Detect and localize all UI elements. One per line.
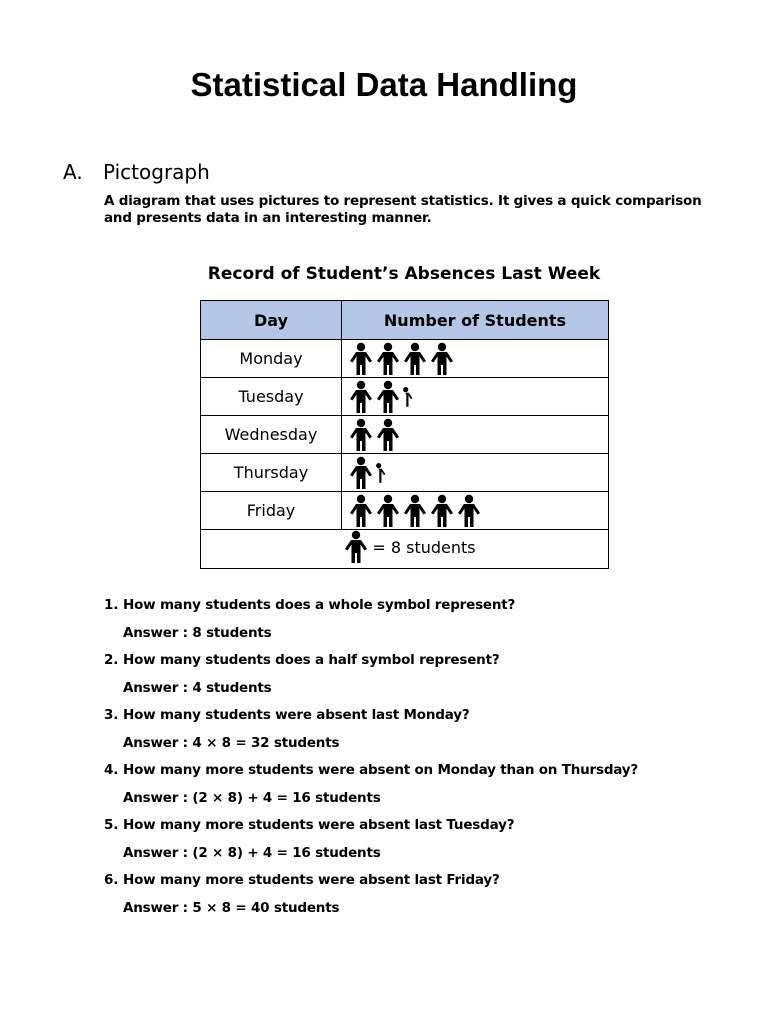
symbols-cell: [342, 378, 609, 416]
question-item: [104, 707, 724, 735]
page-title: Statistical Data Handling: [190, 66, 578, 103]
person-icon: [429, 494, 455, 528]
column-header-day: Day: [201, 301, 342, 340]
question-number: 3.: [104, 707, 119, 723]
answer-text: Answer : 8 students: [123, 624, 272, 641]
section-title: Pictograph: [103, 160, 210, 184]
symbols-cell: [342, 454, 609, 492]
person-icon: [402, 342, 428, 376]
column-header-number: Number of Students: [342, 301, 609, 340]
section-letter: A.: [63, 160, 83, 184]
answer-text: Answer : 4 × 8 = 32 students: [123, 734, 340, 751]
question-text: How many more students were absent last Tuesday?: [123, 817, 515, 833]
question-list: [104, 597, 724, 927]
person-icon: [348, 380, 374, 414]
legend-text: = 8 students: [372, 537, 476, 557]
day-cell: Monday: [201, 340, 342, 378]
answer-text: Answer : (2 × 8) + 4 = 16 students: [123, 789, 381, 806]
table-row: [201, 378, 609, 416]
question-item: [104, 872, 724, 900]
table-row: [201, 416, 609, 454]
half-person-icon: [402, 380, 418, 414]
chart-title: Record of Student’s Absences Last Week: [207, 264, 601, 284]
question-item: [104, 762, 724, 790]
question-text: How many more students were absent last Friday?: [123, 872, 500, 888]
person-icon: [402, 494, 428, 528]
section-description: A diagram that uses pictures to represent statistics. It gives a quick comparison and presents data in an interesting manner.: [104, 193, 702, 226]
table-row: [201, 454, 609, 492]
day-cell: Wednesday: [201, 416, 342, 454]
answer-text: Answer : (2 × 8) + 4 = 16 students: [123, 844, 381, 861]
question-number: 2.: [104, 652, 119, 668]
person-icon: [375, 342, 401, 376]
person-icon: [375, 380, 401, 414]
day-cell: Tuesday: [201, 378, 342, 416]
question-item: [104, 597, 724, 625]
person-icon: [348, 456, 374, 490]
question-text: How many students does a half symbol represent?: [123, 652, 500, 668]
pictograph-table: [200, 300, 609, 569]
answer-text: Answer : 4 students: [123, 679, 272, 696]
day-cell: Friday: [201, 492, 342, 530]
legend-cell: [201, 530, 609, 569]
question-text: How many students does a whole symbol represent?: [123, 597, 516, 613]
legend-row: [201, 530, 609, 569]
person-icon: [429, 342, 455, 376]
question-text: How many more students were absent on Monday than on Thursday?: [123, 762, 639, 778]
person-icon: [343, 530, 369, 564]
question-number: 4.: [104, 762, 119, 778]
table-row: [201, 492, 609, 530]
table-row: [201, 340, 609, 378]
person-icon: [348, 342, 374, 376]
symbols-cell: [342, 492, 609, 530]
question-text: How many students were absent last Monday?: [123, 707, 470, 723]
question-item: [104, 652, 724, 680]
person-icon: [375, 494, 401, 528]
question-number: 5.: [104, 817, 119, 833]
answer-text: Answer : 5 × 8 = 40 students: [123, 899, 340, 916]
person-icon: [456, 494, 482, 528]
person-icon: [348, 418, 374, 452]
symbols-cell: [342, 416, 609, 454]
half-person-icon: [375, 456, 391, 490]
day-cell: Thursday: [201, 454, 342, 492]
question-number: 1.: [104, 597, 119, 613]
question-number: 6.: [104, 872, 119, 888]
question-item: [104, 817, 724, 845]
person-icon: [375, 418, 401, 452]
person-icon: [348, 494, 374, 528]
symbols-cell: [342, 340, 609, 378]
